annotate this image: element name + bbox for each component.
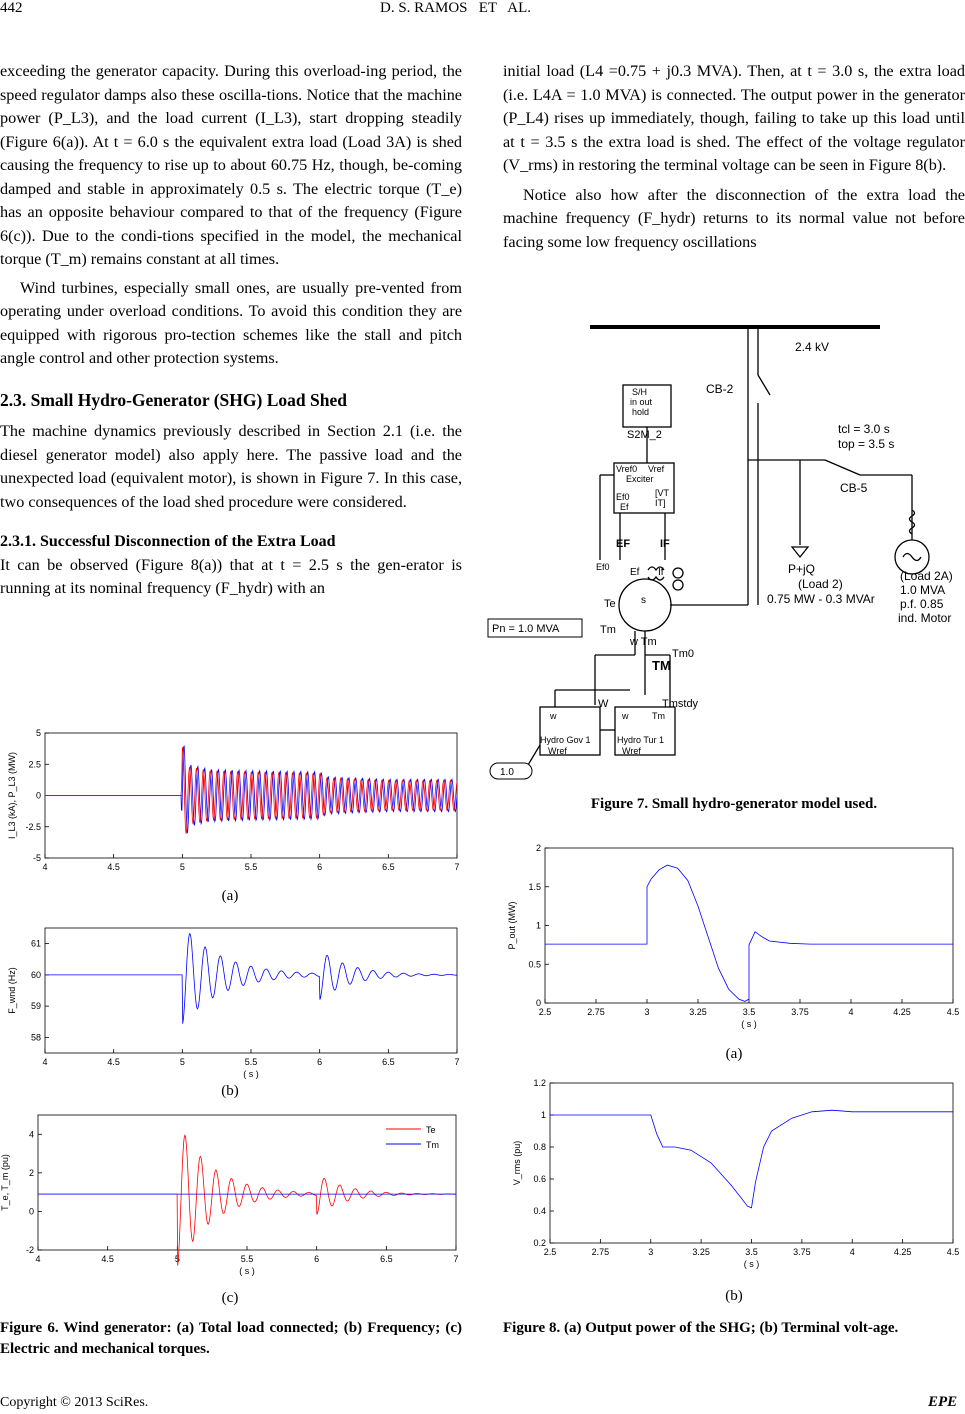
section-title: 2.3. Small Hydro-Generator (SHG) Load Shed	[0, 389, 347, 410]
fig6a-xtick-label: 5.5	[244, 862, 258, 872]
fig8b-ytick-label: 0.6	[533, 1174, 546, 1184]
fig8b-xtick-label: 3.5	[745, 1247, 758, 1257]
left-paragraph-2: Wind turbines, especially small ones, are usually pre-vented from operating under overload conditions. To avoid this condition they are equipped with rigorous pro-tection schemes like the stall and pitch angle control and other protection systems.	[0, 278, 462, 367]
fig6a-ytick-label: 0	[35, 790, 41, 801]
fig6b-ytick-label: 58	[30, 1032, 41, 1043]
fig8b-ytick-label: 0.4	[533, 1206, 546, 1216]
subsection-title: 2.3.1. Successful Disconnection of the Extra Load	[0, 533, 336, 550]
fig8a-xtick-label: 3	[644, 1007, 650, 1017]
fig6a-xtick-label: 5	[179, 862, 185, 872]
page-number: 442	[0, 0, 23, 16]
fig6b-xlabel: ( s )	[243, 1069, 259, 1079]
fig6c-xtick-label: 6	[314, 1254, 320, 1264]
fig6c-legend-label: Te	[426, 1125, 436, 1135]
tur-label: Hydro Tur 1	[617, 735, 665, 745]
s-label: s	[641, 595, 646, 606]
cb2-label: CB-2	[706, 382, 734, 396]
fig6b-ytick-label: 60	[30, 969, 41, 980]
cb5-label: CB-5	[840, 481, 868, 495]
tm0-label: Tm0	[672, 648, 694, 660]
fig8a-xtick-label: 2.75	[587, 1007, 605, 1017]
fig6c-label: (c)	[221, 1290, 239, 1306]
left-paragraph-3: The machine dynamics previously described in Section 2.1 (i.e. the diesel generator model) also apply here. The passive load and the unexpected load (equivalent motor), is shown in Figure 7. In this case, two consequences of the load shed procedure were considered.	[0, 422, 462, 511]
hold-label: hold	[632, 407, 650, 417]
gov-wref-label: Wref	[548, 746, 567, 756]
fig6b-xtick-label: 5.5	[244, 1057, 258, 1067]
running-title: D. S. RAMOS ET AL.	[380, 0, 531, 16]
fig8b-xtick-label: 4.25	[893, 1247, 912, 1257]
fig6a-ytick-label: 5	[35, 728, 41, 738]
fig8b-ylabel: V_rms (pu)	[512, 1140, 522, 1186]
fig8b-ytick-label: 1	[540, 1110, 546, 1120]
fig6a-ytick-label: 2.5	[28, 759, 41, 770]
fig8a-xtick-label: 3.75	[791, 1007, 809, 1017]
ef-label: Ef	[620, 502, 629, 512]
fig6c-ytick-label: 4	[28, 1129, 34, 1140]
fig6b-series-f-wnd	[45, 934, 457, 1024]
sh-label: S/H	[632, 387, 648, 397]
fig6a-series-i-l3	[45, 746, 457, 833]
fig6c-ytick-label: 2	[28, 1167, 34, 1178]
it-label: IT]	[655, 498, 666, 508]
fig6c-ytick-label: -2	[25, 1245, 34, 1255]
fig7-diagram	[480, 315, 965, 785]
fig6a-xtick-label: 4	[42, 862, 48, 872]
fig6c-xtick-label: 6.5	[380, 1254, 393, 1264]
vref-label: Vref	[648, 464, 665, 474]
const-one-label: 1.0	[500, 767, 514, 778]
fig6c-ytick-label: 0	[28, 1206, 34, 1217]
fig6a-ylabel: I_L3 (kA), P_L3 (MW)	[7, 751, 17, 840]
fig8b-ytick-label: 1.2	[533, 1078, 546, 1088]
fig6c-xtick-label: 4.5	[101, 1254, 114, 1264]
exciter-label: Exciter	[626, 474, 654, 484]
fig6c-legend-label: Tm	[426, 1140, 439, 1150]
fig6a-chart	[0, 725, 470, 885]
fig6c-xtick-label: 5.5	[240, 1254, 254, 1264]
inout-label: in out	[630, 397, 653, 407]
motor-pf: p.f. 0.85	[900, 597, 944, 611]
fig8b-xtick-label: 2.75	[591, 1247, 610, 1257]
vt-label: [VT	[655, 488, 670, 498]
pn-label: Pn = 1.0 MVA	[492, 623, 560, 635]
fig6b-xtick-label: 4.5	[107, 1057, 120, 1067]
fig8a-chart	[490, 838, 965, 1038]
tur-wref-label: Wref	[622, 746, 641, 756]
left-paragraph-4: It can be observed (Figure 8(a)) that at t = 2.5 s the gen-erator is running at its nominal frequency (F_hydr) with an	[0, 555, 462, 597]
fig8a-ytick-label: 2	[535, 843, 541, 853]
fig8a-ytick-label: 1	[535, 920, 541, 931]
fig8b-xtick-label: 3	[648, 1247, 654, 1257]
fig6a-xtick-label: 7	[454, 862, 460, 872]
tcl-label: tcl = 3.0 s	[838, 422, 890, 436]
tm-label: Tm	[600, 624, 616, 636]
fig8a-ytick-label: 1.5	[528, 881, 541, 892]
fig6c-xtick-label: 4	[35, 1254, 41, 1264]
fig8a-ytick-label: 0	[535, 998, 541, 1008]
efl-label: Ef	[630, 567, 640, 578]
fig6-caption: Figure 6. Wind generator: (a) Total load connected; (b) Frequency; (c) Electric and mechanical torques.	[0, 1320, 462, 1357]
fig7-caption: Figure 7. Small hydro-generator model used.	[590, 796, 878, 812]
w-label: W	[598, 698, 609, 710]
vref0-label: Vref0	[616, 464, 638, 474]
s2m-label: S2M_2	[627, 429, 662, 441]
gov-w-label: w	[550, 711, 557, 721]
tmbig-label: TM	[652, 658, 671, 673]
fig6a-xtick-label: 6.5	[382, 862, 395, 872]
fig6c-plot-frame	[38, 1115, 456, 1250]
fig6a-ytick-label: -2.5	[25, 821, 41, 832]
pjq-label: P+jQ	[788, 562, 816, 576]
fig8a-ylabel: P_out (MW)	[507, 901, 517, 950]
top-label: top = 3.5 s	[838, 437, 895, 451]
fig8a-xtick-label: 4.25	[893, 1007, 911, 1017]
fig6b-xtick-label: 7	[454, 1057, 460, 1067]
fig8a-xtick-label: 3.5	[742, 1007, 756, 1017]
fig6c-chart	[0, 1110, 470, 1285]
fig8b-chart	[490, 1078, 965, 1278]
fig6b-chart	[0, 920, 470, 1080]
fig8b-xtick-label: 3.75	[793, 1247, 811, 1257]
fig8b-xtick-label: 3.25	[692, 1247, 710, 1257]
fig8a-xtick-label: 3.25	[689, 1007, 707, 1017]
fig6b-xtick-label: 6.5	[382, 1057, 395, 1067]
fig8b-xlabel: ( s )	[743, 1259, 760, 1269]
fig6b-ytick-label: 61	[30, 938, 41, 949]
fig8a-xtick-label: 2.5	[538, 1007, 552, 1017]
fig6b-xtick-label: 4	[42, 1057, 48, 1067]
fig8a-ytick-label: 0.5	[528, 959, 541, 970]
gov-label: Hydro Gov 1	[540, 735, 591, 745]
fig6a-label: (a)	[221, 888, 239, 904]
ifv-label: IF	[660, 538, 670, 550]
ef0-label: Ef0	[616, 492, 630, 502]
tmstdy-label: Tmstdy	[662, 698, 699, 710]
motor-type: ind. Motor	[898, 611, 952, 625]
bus-voltage-label: 2.4 kV	[795, 340, 830, 354]
load2a-label: (Load 2A)	[900, 569, 953, 583]
fig6b-ylabel: F_wnd (Hz)	[7, 967, 17, 1014]
fig6c-xtick-label: 7	[453, 1254, 459, 1264]
fig8a-xlabel: ( s )	[741, 1019, 757, 1029]
fig6c-xtick-label: 5	[174, 1254, 180, 1264]
fig8b-xtick-label: 4.5	[946, 1247, 960, 1257]
left-column	[0, 60, 462, 601]
fig8b-plot-frame	[550, 1083, 953, 1243]
fig6b-xtick-label: 5	[179, 1057, 185, 1067]
fig8b-series-v-rms	[550, 1110, 953, 1208]
fig8b-label: (b)	[725, 1288, 743, 1304]
load2-value: 0.75 MW - 0.3 MVAr	[767, 592, 875, 606]
footer-copyright: Copyright © 2013 SciRes.	[0, 1395, 149, 1410]
fig6b-plot-frame	[45, 928, 457, 1053]
fig6a-ytick-label: -5	[32, 853, 41, 863]
load2-label: (Load 2)	[798, 577, 843, 591]
fig6c-xlabel: ( s )	[239, 1266, 255, 1276]
left-paragraph-1: exceeding the generator capacity. During this overload-ing period, the speed regulator damps also these oscilla-tions. Notice that the machine power (P_L3), and the load current (I_L3), start dropping steadily (Figure 6(a)). At t = 6.0 s the equivalent extra load (Load 3A) is shed causing the frequency to rise up to about 60.75 Hz, though, be-coming damped and stable in approximately 0.5 s. The electric torque (T_e) has an opposite behaviour compared to that of the frequency (Figure 6(c)). Due to the condi-tions specified in the model, the mechanical torque (T_m) remains constant at all times.	[0, 62, 462, 268]
wtm-label: w Tm	[630, 636, 657, 648]
fig6a-xtick-label: 4.5	[107, 862, 120, 872]
ifl-label: If	[658, 567, 664, 578]
fig6b-label: (b)	[221, 1083, 239, 1099]
fig8b-xtick-label: 4	[849, 1247, 855, 1257]
right-paragraph-1: initial load (L4 =0.75 + j0.3 MVA). Then, at t = 3.0 s, the extra load (i.e. L4A = 1.0 MVA) is connected. The output power in the generator (P_L4) rises up immediately, though, failing to take up this load until at t = 3.5 s the extra load is shed. The effect of the voltage regulator (V_rms) in restoring the terminal voltage can be seen in Figure 8(b).	[503, 62, 965, 174]
footer-journal: EPE	[928, 1394, 958, 1410]
fig8a-xtick-label: 4.5	[946, 1007, 960, 1017]
ef0b-label: Ef0	[596, 562, 610, 572]
tur-w-label: w	[622, 711, 629, 721]
fig8b-ytick-label: 0.8	[533, 1142, 546, 1152]
fig8b-xtick-label: 2.5	[543, 1247, 557, 1257]
tur-tm-label: Tm	[652, 711, 665, 721]
fig8a-label: (a)	[725, 1046, 743, 1062]
efv-label: EF	[616, 538, 631, 550]
fig6b-ytick-label: 59	[30, 1001, 41, 1012]
fig6b-xtick-label: 6	[317, 1057, 323, 1067]
fig8-caption: Figure 8. (a) Output power of the SHG; (b) Terminal volt-age.	[503, 1320, 899, 1336]
right-paragraph-2: Notice also how after the disconnection of the extra load the machine frequency (F_hydr) returns to its normal value not before facing some low frequency oscillations	[503, 185, 965, 251]
right-column	[503, 60, 965, 254]
fig6c-ylabel: T_e, T_m (pu)	[0, 1154, 10, 1211]
fig8a-xtick-label: 4	[848, 1007, 854, 1017]
te-label: Te	[604, 598, 616, 610]
motor-mva: 1.0 MVA	[900, 583, 946, 597]
fig8a-series-p-out	[545, 865, 953, 1001]
fig6a-xtick-label: 6	[317, 862, 323, 872]
fig8b-ytick-label: 0.2	[533, 1238, 546, 1248]
